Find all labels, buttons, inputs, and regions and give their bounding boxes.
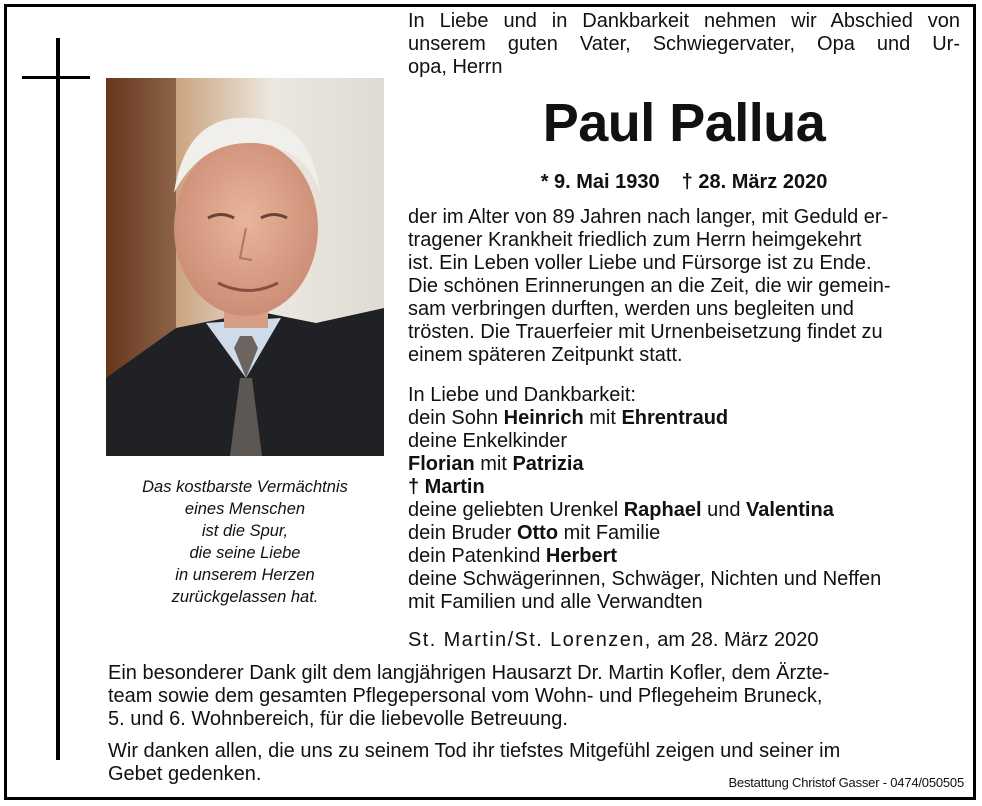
- intro-line: opa, Herrn: [408, 56, 503, 78]
- family-great-mid: und: [701, 499, 746, 521]
- portrait-photo: [106, 78, 384, 456]
- thanks-line: 5. und 6. Wohnbereich, für die liebevolle Betreuung.: [108, 708, 568, 730]
- family-heading: In Liebe und Dankbarkeit:: [408, 384, 636, 406]
- body-line: tragener Krankheit friedlich zum Herrn heimgekehrt: [408, 229, 862, 251]
- place-date: am 28. März 2020: [651, 629, 819, 651]
- intro-line: unserem guten Vater, Schwiegervater, Opa und Ur-: [408, 33, 960, 55]
- funeral-home-credit: Bestattung Christof Gasser - 0474/050505: [728, 775, 964, 790]
- great-grandchild-name: Raphael: [623, 499, 702, 521]
- place-and-date: [408, 628, 960, 652]
- birth-date: * 9. Mai 1930: [540, 171, 660, 193]
- quote-line: zurückgelassen hat.: [171, 588, 319, 606]
- godchild-name: Herbert: [545, 545, 618, 567]
- body-line: Die schönen Erinnerungen an die Zeit, die wir gemein-: [408, 275, 891, 297]
- family-relatives: mit Familien und alle Verwandten: [408, 591, 703, 613]
- family-brother-prefix: dein Bruder: [408, 522, 517, 544]
- body-line: sam verbringen durften, werden uns begleiten und: [408, 298, 854, 320]
- family-great-grandchildren: [408, 499, 960, 522]
- quote-line: die seine Liebe: [189, 544, 301, 562]
- family-inlaws: deine Schwägerinnen, Schwäger, Nichten und Neffen: [408, 568, 882, 590]
- death-date: † 28. März 2020: [681, 171, 828, 193]
- family-brother: [408, 522, 960, 545]
- body-line: einem späteren Zeitpunkt statt.: [408, 344, 683, 366]
- family-great-prefix: deine geliebten Urenkel: [408, 499, 624, 521]
- grandchild-partner-name: Patrizia: [512, 453, 584, 475]
- closing-line: Gebet gedenken.: [108, 763, 262, 785]
- family-son-mid: mit: [583, 407, 622, 429]
- quote-line: ist die Spur,: [201, 522, 289, 540]
- family-son: [408, 407, 960, 430]
- family-godchild: [408, 545, 960, 568]
- intro-text: [408, 10, 960, 79]
- family-godchild-prefix: dein Patenkind: [408, 545, 546, 567]
- family-grandchild-mid: mit: [474, 453, 513, 475]
- family-grandchild-1: [408, 453, 960, 476]
- deceased-name: Paul Pallua: [542, 93, 826, 153]
- family-grandchildren-label: deine Enkelkinder: [408, 430, 567, 452]
- obituary-body: [408, 206, 960, 367]
- great-grandchild-name: Valentina: [746, 499, 834, 521]
- body-line: ist. Ein Leben voller Liebe und Fürsorge ist zu Ende.: [408, 252, 872, 274]
- son-partner-name: Ehrentraud: [621, 407, 729, 429]
- life-dates: [408, 170, 960, 194]
- body-line: der im Alter von 89 Jahren nach langer, mit Geduld er-: [408, 206, 889, 228]
- family-grandchild-2: † Martin: [408, 476, 485, 498]
- cross-vertical-bar: [56, 38, 60, 760]
- cross-horizontal-bar: [22, 76, 90, 79]
- family-son-prefix: dein Sohn: [408, 407, 504, 429]
- thanks-line: Ein besonderer Dank gilt dem langjährigen Hausarzt Dr. Martin Kofler, dem Ärzte-: [108, 662, 830, 684]
- brother-name: Otto: [516, 522, 559, 544]
- family-list: [408, 384, 960, 614]
- thanks-text: [108, 662, 960, 731]
- body-line: trösten. Die Trauerfeier mit Urnenbeisetzung findet zu: [408, 321, 883, 343]
- grandchild-name: Florian: [408, 453, 475, 475]
- son-name: Heinrich: [503, 407, 584, 429]
- memorial-quote: [106, 476, 384, 608]
- closing-line: Wir danken allen, die uns zu seinem Tod ihr tiefstes Mitgefühl zeigen und seiner im: [108, 740, 841, 762]
- intro-line: In Liebe und in Dankbarkeit nehmen wir Abschied von: [408, 10, 960, 32]
- quote-line: in unserem Herzen: [175, 566, 315, 584]
- quote-line: eines Menschen: [184, 500, 306, 518]
- place-location: St. Martin/St. Lorenzen,: [408, 629, 652, 651]
- thanks-line: team sowie dem gesamten Pflegepersonal vom Wohn- und Pflegeheim Bruneck,: [108, 685, 823, 707]
- family-brother-suffix: mit Familie: [558, 522, 661, 544]
- quote-line: Das kostbarste Vermächtnis: [142, 478, 348, 496]
